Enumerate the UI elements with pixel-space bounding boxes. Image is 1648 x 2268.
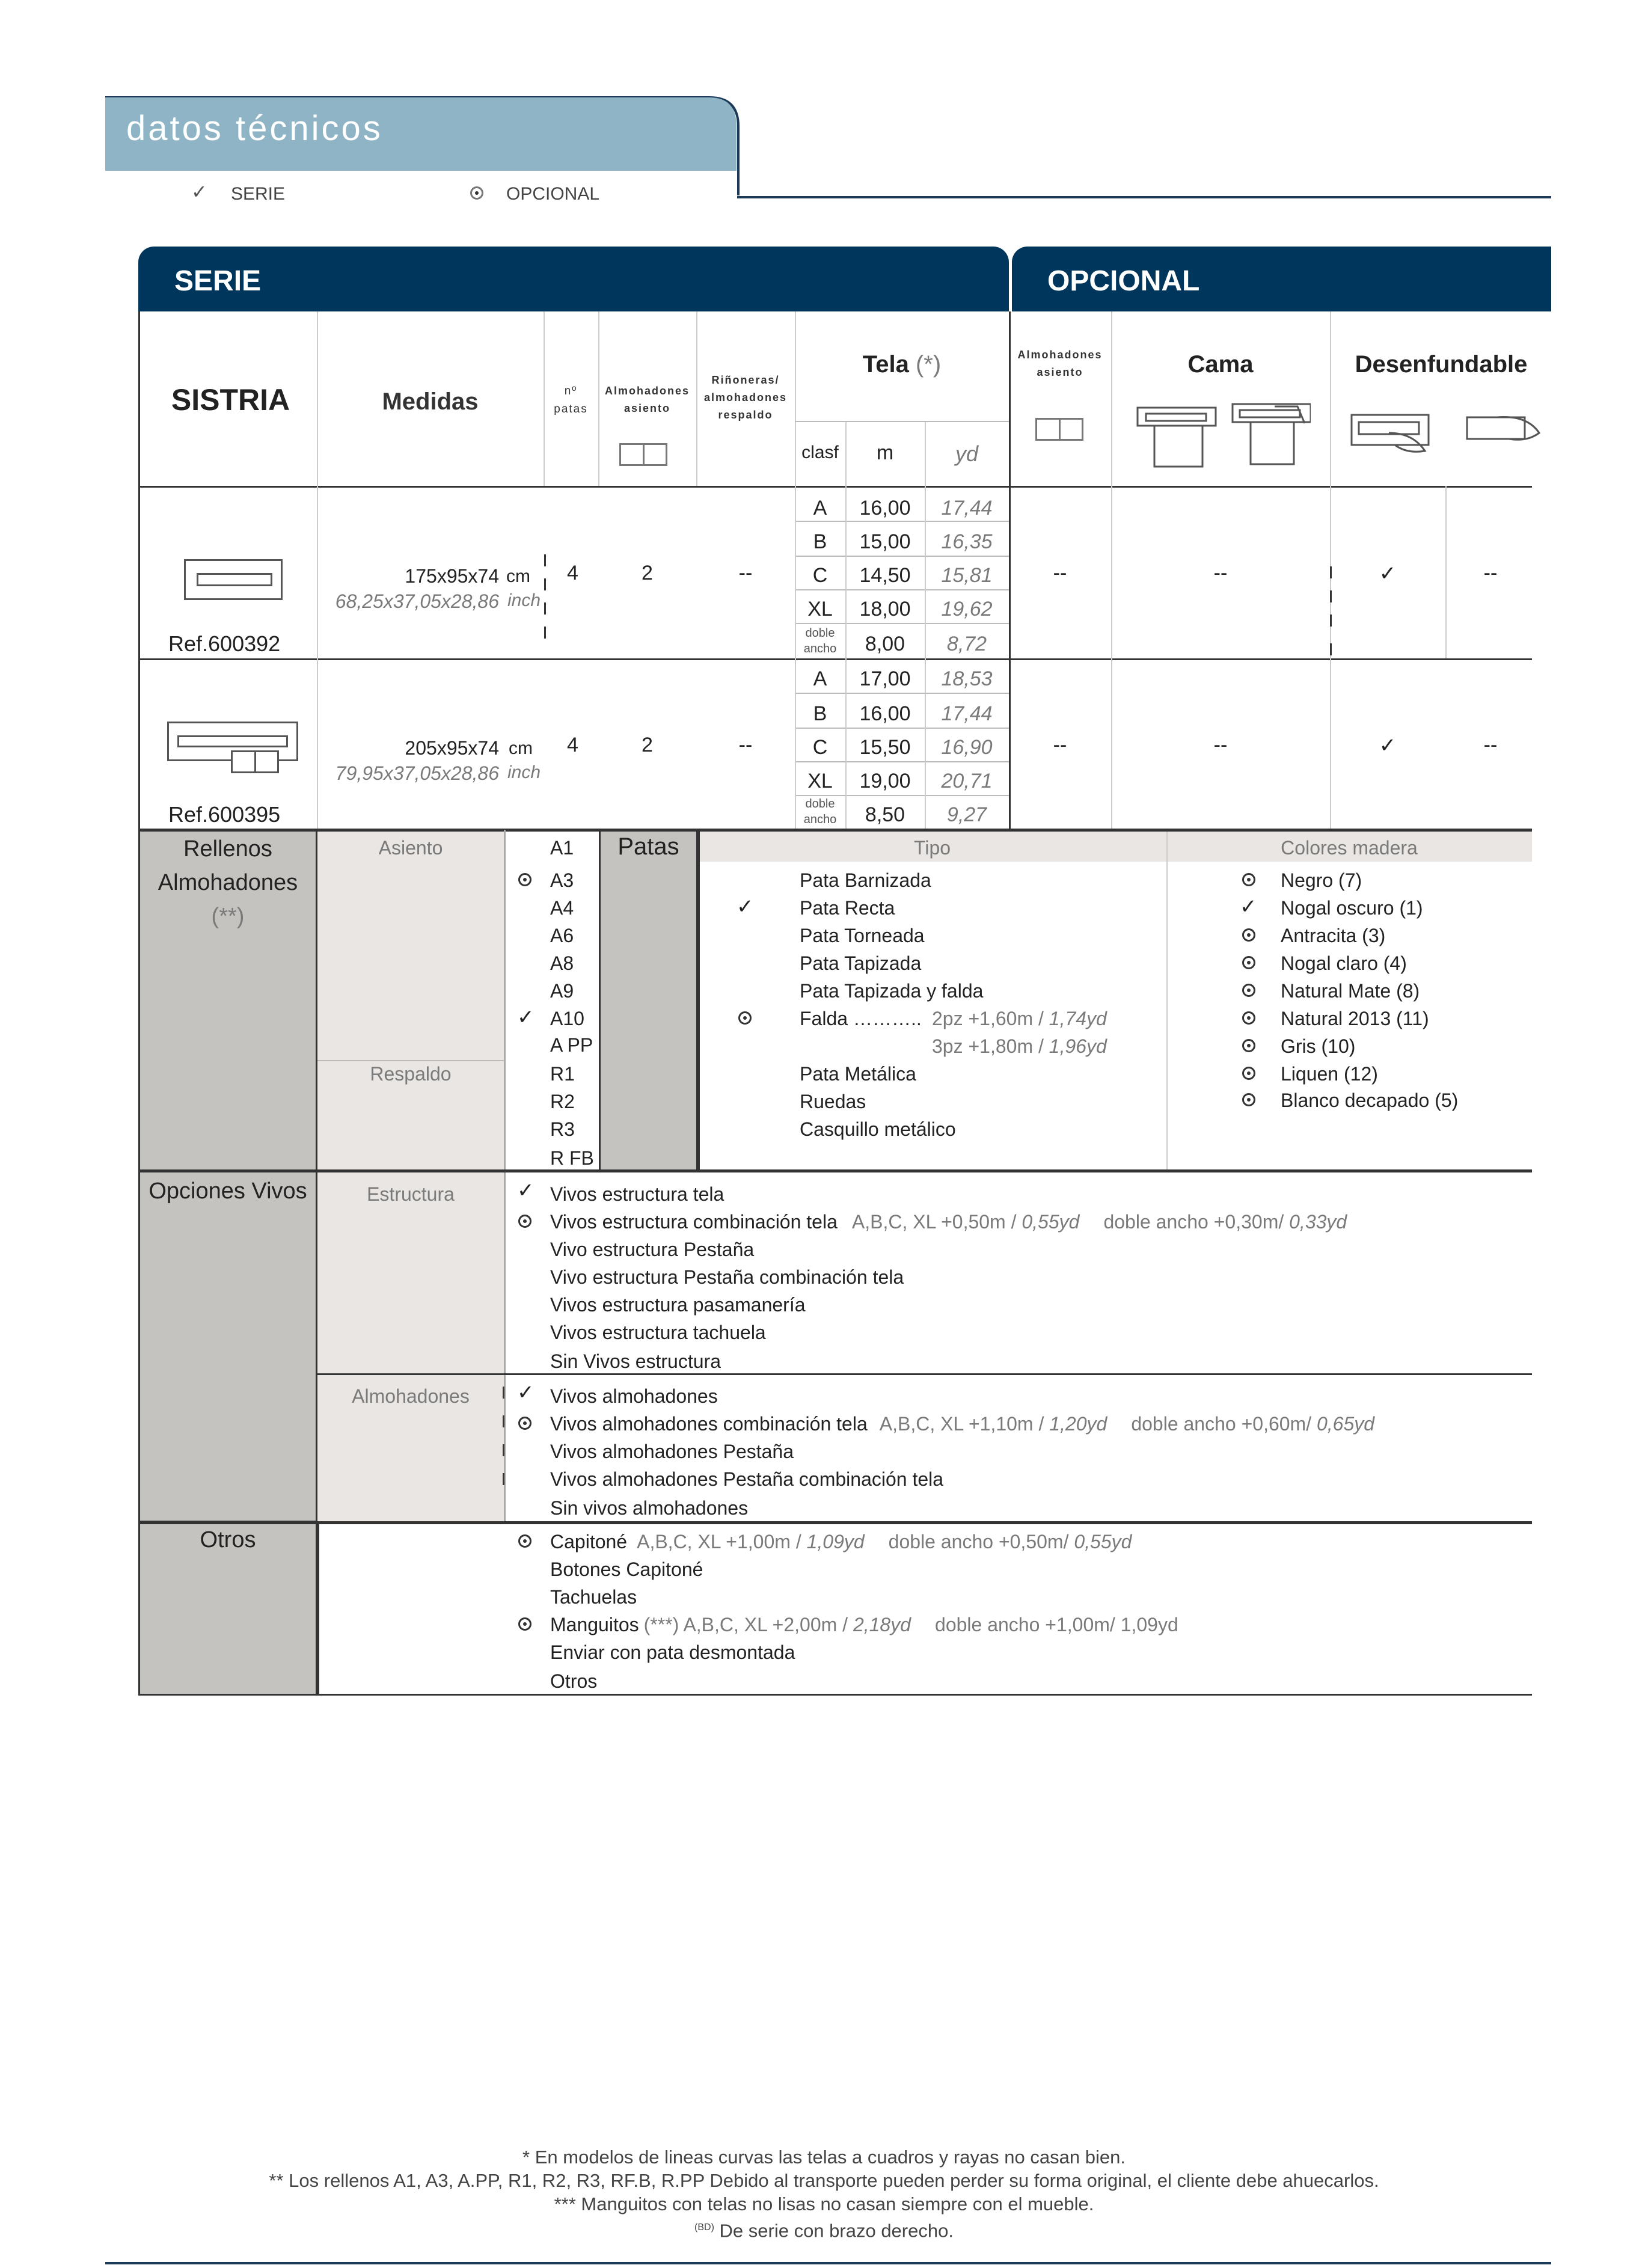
- relleno-code: R FB: [550, 1147, 594, 1169]
- otros-option: Enviar con pata desmontada: [550, 1641, 795, 1663]
- wood-color: Gris (10): [1281, 1035, 1356, 1057]
- tela-yd: 17,44: [941, 702, 993, 725]
- opt-almohadones-value: --: [1053, 734, 1067, 756]
- sofa-2-seat-icon: [184, 559, 283, 600]
- otros-option: Tachuelas: [550, 1586, 637, 1608]
- radio-dot-icon: [738, 1011, 752, 1028]
- dimensions-cm: 205x95x74: [405, 737, 499, 759]
- tela-clasf-doble: doble ancho: [803, 797, 837, 826]
- dimensions-inch: 68,25x37,05x28,86: [335, 590, 499, 612]
- cushion-icon: [1035, 418, 1083, 441]
- tela-clasf-doble: doble ancho: [803, 627, 837, 655]
- wood-color: Antracita (3): [1281, 925, 1386, 946]
- legend-serie: SERIE: [231, 184, 286, 204]
- cama-value: --: [1213, 734, 1228, 756]
- col-m: m: [876, 441, 894, 464]
- sofa-bed-icon: [1136, 402, 1311, 469]
- wood-color: Liquen (12): [1281, 1063, 1378, 1085]
- vivo-option: Vivos almohadones Pestaña: [550, 1441, 794, 1462]
- footnote: ** Los rellenos A1, A3, A.PP, R1, R2, R3, RF.B, R.PP Debido al transporte pueden perder su forma original, el cliente debe ahuecarlos.: [269, 2170, 1379, 2191]
- radio-dot-icon: [470, 186, 483, 203]
- estructura-label: Estructura: [367, 1183, 455, 1205]
- otros-title: Otros: [200, 1527, 256, 1552]
- radio-dot-icon: [1242, 984, 1255, 1000]
- pata-type: Falda ………..: [800, 1008, 922, 1029]
- radio-dot-icon: [518, 1534, 531, 1551]
- unit-cm: cm: [506, 566, 530, 586]
- almohadones-count: 2: [642, 562, 653, 584]
- tela-yd: 18,53: [941, 667, 993, 690]
- unit-cm: cm: [509, 738, 533, 758]
- otros-option: Capitoné A,B,C, XL +1,00m / 1,09yd doble ancho +0,50m/ 0,55yd: [550, 1531, 1132, 1552]
- tipo-label: Tipo: [913, 837, 951, 859]
- otros-option: Botones Capitoné: [550, 1558, 703, 1580]
- patas-label-cell: [599, 830, 698, 1171]
- desenfundable-value: ✓: [1379, 734, 1397, 757]
- page-title: datos técnicos: [126, 109, 383, 148]
- tela-m: 8,50: [865, 803, 905, 826]
- otros-option: Otros: [550, 1670, 598, 1692]
- pata-type: Pata Recta: [800, 897, 895, 919]
- tela-m: 8,00: [865, 633, 905, 655]
- check-icon: ✓: [1240, 895, 1257, 918]
- wood-color: Blanco decapado (5): [1281, 1090, 1459, 1111]
- footnote: * En modelos de lineas curvas las telas a cuadros y rayas no casan bien.: [522, 2147, 1126, 2168]
- opcional-band-label: OPCIONAL: [1047, 265, 1200, 297]
- radio-dot-icon: [1242, 1039, 1255, 1055]
- serie-band: [138, 247, 1009, 311]
- tela-clasf: C: [812, 736, 828, 759]
- tela-yd: 16,90: [941, 736, 993, 759]
- tela-clasf: XL: [807, 770, 833, 792]
- relleno-code: R1: [550, 1063, 575, 1085]
- rinoneras-value: --: [738, 562, 753, 584]
- patas-title: Patas: [617, 833, 679, 860]
- relleno-code: A1: [550, 837, 574, 859]
- radio-dot-icon: [518, 1215, 531, 1231]
- radio-dot-icon: [518, 1617, 531, 1634]
- vivos-sub-cell: [317, 1172, 504, 1521]
- tela-clasf: B: [813, 702, 827, 725]
- tela-m: 15,50: [859, 736, 911, 759]
- relleno-code: A6: [550, 925, 574, 946]
- relleno-code: R2: [550, 1091, 575, 1112]
- col-clasf: clasf: [801, 443, 839, 462]
- wood-color: Natural Mate (8): [1281, 980, 1420, 1002]
- vivo-option: Vivos almohadones: [550, 1385, 718, 1407]
- tela-m: 15,00: [859, 530, 911, 553]
- dimensions-inch: 79,95x37,05x28,86: [335, 762, 499, 784]
- col-opt-almohadones: Almohadones asiento: [1017, 349, 1103, 378]
- relleno-code: A4: [550, 897, 574, 919]
- relleno-code: R3: [550, 1118, 575, 1140]
- legend-opcional: OPCIONAL: [506, 184, 600, 204]
- falda-detail: 2pz +1,60m / 1,74yd: [932, 1008, 1107, 1029]
- relleno-code: A8: [550, 952, 574, 974]
- desenfundable-value: --: [1483, 562, 1498, 584]
- cama-value: --: [1213, 562, 1228, 584]
- desenfundable-value: ✓: [1379, 562, 1397, 585]
- vivo-option: Vivo estructura Pestaña combinación tela: [550, 1266, 904, 1288]
- col-cama: Cama: [1187, 351, 1254, 378]
- check-icon: ✓: [517, 1179, 535, 1202]
- col-medidas: Medidas: [382, 388, 479, 415]
- radio-dot-icon: [1242, 956, 1255, 972]
- check-icon: ✓: [737, 895, 754, 918]
- rinoneras-value: --: [738, 734, 753, 756]
- tela-m: 14,50: [859, 564, 911, 587]
- radio-dot-icon: [1242, 1067, 1255, 1083]
- pata-type: Pata Tapizada y falda: [800, 980, 984, 1002]
- relleno-code: A3: [550, 869, 574, 891]
- rellenos-title: Rellenos Almohadones (**): [158, 836, 298, 929]
- vivo-option: Sin Vivos estructura: [550, 1350, 721, 1372]
- bottom-rule: [105, 2262, 1551, 2264]
- vivo-option: Vivos estructura tela: [550, 1183, 724, 1205]
- vivo-option: Vivo estructura Pestaña: [550, 1239, 755, 1260]
- serie-band-label: SERIE: [174, 265, 262, 297]
- radio-dot-icon: [1242, 928, 1255, 945]
- vivos-title: Opciones Vivos: [149, 1178, 307, 1204]
- col-patas: nº patas: [554, 385, 588, 415]
- vivo-option: Vivos estructura tachuela: [550, 1322, 766, 1343]
- tela-clasf: XL: [807, 598, 833, 621]
- wood-color: Natural 2013 (11): [1281, 1008, 1429, 1029]
- tela-yd: 20,71: [941, 770, 993, 792]
- otros-option: Manguitos (***) A,B,C, XL +2,00m / 2,18yd doble ancho +1,00m/ 1,09yd: [550, 1614, 1178, 1635]
- check-icon: ✓: [517, 1381, 535, 1404]
- pata-type: Pata Metálica: [800, 1063, 916, 1085]
- cushion-icon: [619, 443, 667, 466]
- col-tela: Tela (*): [862, 351, 942, 378]
- almohadones-label: Almohadones: [352, 1385, 470, 1407]
- footnotes: [0, 2145, 1648, 2242]
- pata-type: Ruedas: [800, 1091, 866, 1112]
- radio-dot-icon: [1242, 1093, 1255, 1109]
- tela-yd: 8,72: [946, 633, 987, 655]
- radio-dot-icon: [518, 1417, 531, 1433]
- check-icon: ✓: [517, 1006, 535, 1029]
- vivo-option: Vivos almohadones combinación tela A,B,C, XL +1,10m / 1,20yd doble ancho +0,60m/ 0,65yd: [550, 1413, 1375, 1435]
- relleno-code: A9: [550, 980, 574, 1002]
- vivo-option: Vivos almohadones Pestaña combinación tela: [550, 1468, 944, 1490]
- dimensions-cm: 175x95x74: [405, 565, 499, 587]
- opt-almohadones-value: --: [1053, 562, 1067, 584]
- tela-m: 19,00: [859, 770, 911, 792]
- table-left-border: [138, 311, 140, 830]
- tela-m: 17,00: [859, 667, 911, 690]
- cushion-icon: [231, 750, 279, 773]
- col-desenfundable: Desenfundable: [1355, 351, 1528, 378]
- patas-count: 4: [567, 734, 578, 756]
- pata-type: Casquillo metálico: [800, 1118, 956, 1140]
- footnote: $^{(BD)}$ De serie con brazo derecho.: [694, 2220, 954, 2242]
- vivos-label-cell: [138, 1172, 317, 1522]
- respaldo-label: Respaldo: [370, 1063, 452, 1085]
- wood-color: Negro (7): [1281, 869, 1362, 891]
- pata-type: Pata Barnizada: [800, 869, 931, 891]
- desenfundable-value: --: [1483, 734, 1498, 756]
- wood-color: Nogal oscuro (1): [1281, 897, 1423, 919]
- patas-count: 4: [567, 562, 578, 584]
- tela-yd: 9,27: [946, 803, 987, 826]
- product-ref: Ref.600392: [168, 631, 281, 656]
- pata-type: Pata Tapizada: [800, 952, 922, 974]
- radio-dot-icon: [518, 873, 531, 889]
- check-icon: ✓: [191, 181, 207, 203]
- almohadones-count: 2: [642, 734, 653, 756]
- colores-label: Colores madera: [1281, 837, 1418, 859]
- unit-inch: inch: [507, 762, 541, 782]
- product-ref: Ref.600395: [168, 802, 281, 827]
- tela-m: 16,00: [859, 497, 911, 519]
- tela-yd: 19,62: [941, 598, 993, 621]
- tela-m: 16,00: [859, 702, 911, 725]
- tela-yd: 15,81: [941, 564, 993, 587]
- pata-type: Pata Torneada: [800, 925, 925, 946]
- tela-m: 18,00: [859, 598, 911, 621]
- wood-color: Nogal claro (4): [1281, 952, 1407, 974]
- tela-clasf: C: [812, 564, 828, 587]
- radio-dot-icon: [1242, 873, 1255, 889]
- vivo-option: Sin vivos almohadones: [550, 1497, 749, 1519]
- removable-cover-icon: [1347, 409, 1545, 463]
- model-name: SISTRIA: [171, 383, 290, 417]
- tela-yd: 16,35: [941, 530, 993, 553]
- tela-clasf: A: [813, 667, 827, 690]
- rellenos-sub-cell: [317, 832, 504, 1169]
- asiento-label: Asiento: [378, 837, 443, 859]
- tela-clasf: B: [813, 530, 827, 553]
- tela-yd: 17,44: [941, 497, 993, 519]
- col-rinoneras: Riñoneras/ almohadones respaldo: [703, 374, 788, 421]
- relleno-code: A PP: [550, 1034, 593, 1056]
- vivo-option: Vivos estructura pasamanería: [550, 1294, 806, 1316]
- col-yd: yd: [955, 441, 979, 466]
- relleno-code: A10: [550, 1008, 584, 1029]
- falda-detail: 3pz +1,80m / 1,96yd: [932, 1035, 1107, 1057]
- footnote: *** Manguitos con telas no lisas no casan siempre con el mueble.: [554, 2193, 1094, 2214]
- unit-inch: inch: [507, 590, 541, 610]
- tela-clasf: A: [813, 497, 827, 519]
- vivo-option: Vivos estructura combinación tela A,B,C, XL +0,50m / 0,55yd doble ancho +0,30m/ 0,33yd: [550, 1211, 1347, 1233]
- radio-dot-icon: [1242, 1011, 1255, 1028]
- col-almohadones: Almohadones asiento: [604, 385, 690, 414]
